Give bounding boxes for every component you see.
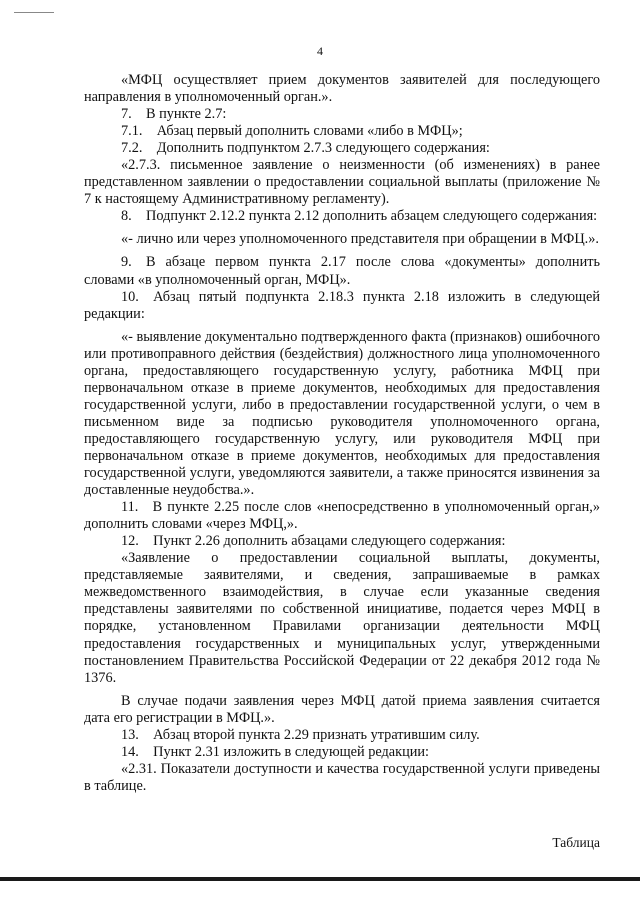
paragraph-item-7: 7. В пункте 2.7: — [121, 106, 227, 123]
document-body — [84, 72, 600, 795]
paragraph-2-7-3: «2.7.3. письменное заявление о неизменности (об изменениях) в ранее представленном заявлении о предоставлении социальной выплаты (приложение № 7 к настоящему Административному регламенту). — [84, 157, 600, 208]
paragraph-in-person: «- лично или через уполномоченного представителя при обращении в МФЦ.». — [121, 231, 599, 248]
paragraph-item-13: 13. Абзац второй пункта 2.29 признать утратившим силу. — [121, 726, 480, 743]
paragraph-registration-date: В случае подачи заявления через МФЦ датой приема заявления считается дата его регистрации в МФЦ.». — [84, 692, 600, 726]
scan-corner-mark — [14, 12, 54, 13]
paragraph-item-8: 8. Подпункт 2.12.2 пункта 2.12 дополнить абзацем следующего содержания: — [121, 208, 598, 225]
paragraph-item-14: 14. Пункт 2.31 изложить в следующей редакции: — [121, 743, 430, 760]
paragraph-item-7-1: 7.1. Абзац первый дополнить словами «либо в МФЦ»; — [121, 123, 463, 140]
paragraph-violation: «- выявление документально подтвержденного факта (признаков) ошибочного или противоправного действия (бездействия) должностного лица уполномоченного органа, предоставляющего государственную услугу, работника МФЦ при первоначальном отказе в приеме документов, необходимых для предоставления государственной услуги, либо в предоставлении государственной услуги, о чем в письменном виде за подписью руководителя уполномоченного органа, предоставляющего государственную услугу, или руководителя МФЦ при первоначальном отказе в приеме документов, необходимых для предоставления государственной услуги, уведомляются заявители, а также приносятся извинения за доставленные неудобства.». — [84, 328, 600, 499]
page-number: 4 — [317, 44, 323, 58]
paragraph-item-9: 9. В абзаце первом пункта 2.17 после слова «документы» дополнить словами «в уполномоченный орган, МФЦ». — [84, 254, 600, 288]
paragraph-item-7-2: 7.2. Дополнить подпунктом 2.7.3 следующего содержания: — [121, 140, 490, 157]
paragraph-application: «Заявление о предоставлении социальной выплаты, документы, представляемые заявителями, и сведения, запрашиваемые в рамках межведомственного взаимодействия, в случае если указанные сведения представлены заявителями по собственной инициативе, подается через МФЦ в порядке, установленном Правилами организации деятельности МФЦ предоставления государственных и муниципальных услуг, утвержденными постановлением Правительства Российской Федерации от 22 декабря 2012 года № 1376. — [84, 550, 600, 686]
paragraph-item-11: 11. В пункте 2.25 после слов «непосредственно в уполномоченный орган,» дополнить словами «через МФЦ,». — [84, 499, 600, 533]
table-caption: Таблица — [552, 835, 600, 850]
paragraph-mfc-intake: «МФЦ осуществляет прием документов заявителей для последующего направления в уполномоченный орган.». — [84, 72, 600, 106]
paragraph-item-12: 12. Пункт 2.26 дополнить абзацами следующего содержания: — [121, 533, 506, 550]
scan-bottom-border — [0, 877, 640, 881]
paragraph-item-10: 10. Абзац пятый подпункта 2.18.3 пункта 2.18 изложить в следующей редакции: — [84, 288, 600, 322]
paragraph-2-31: «2.31. Показатели доступности и качества государственной услуги приведены в таблице. — [84, 760, 600, 794]
